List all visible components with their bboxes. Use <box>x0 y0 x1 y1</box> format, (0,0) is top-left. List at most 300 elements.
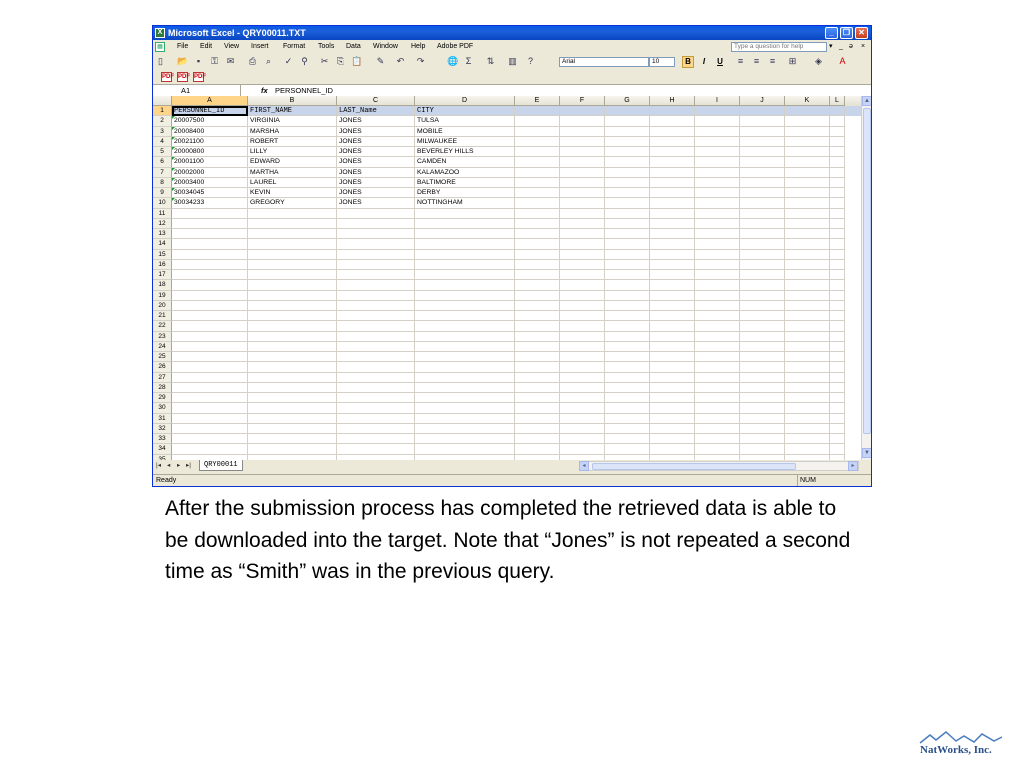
row-header[interactable]: 16 <box>153 260 172 270</box>
cell[interactable] <box>415 270 515 280</box>
cell[interactable] <box>785 414 830 424</box>
cell[interactable] <box>515 403 560 413</box>
help-search-input[interactable]: Type a question for help <box>731 42 827 52</box>
cell[interactable] <box>560 434 605 444</box>
cell[interactable] <box>830 209 845 219</box>
cell[interactable]: FIRST_NAME <box>248 106 337 116</box>
cell[interactable] <box>695 219 740 229</box>
vertical-scrollbar[interactable] <box>861 96 871 460</box>
cell[interactable] <box>740 168 785 178</box>
cell[interactable] <box>605 301 650 311</box>
cell[interactable] <box>830 332 845 342</box>
cell[interactable] <box>695 198 740 208</box>
cell[interactable] <box>605 270 650 280</box>
cell[interactable] <box>695 178 740 188</box>
cell[interactable] <box>172 362 248 372</box>
cell[interactable] <box>248 219 337 229</box>
cell[interactable] <box>560 393 605 403</box>
cell[interactable] <box>560 250 605 260</box>
cell[interactable] <box>695 147 740 157</box>
cell[interactable] <box>785 106 830 116</box>
cell[interactable] <box>785 342 830 352</box>
menu-file[interactable]: File <box>177 43 189 50</box>
menu-edit[interactable]: Edit <box>200 43 213 50</box>
cell[interactable] <box>172 444 248 454</box>
cell[interactable] <box>830 383 845 393</box>
cell[interactable] <box>605 147 650 157</box>
cell[interactable] <box>415 393 515 403</box>
cell[interactable] <box>560 198 605 208</box>
menu-data[interactable]: Data <box>346 43 361 50</box>
cell[interactable]: MARTHA <box>248 168 337 178</box>
cell[interactable] <box>172 393 248 403</box>
cell[interactable] <box>650 168 695 178</box>
cell[interactable] <box>560 229 605 239</box>
cell[interactable] <box>560 311 605 321</box>
cell[interactable] <box>695 332 740 342</box>
cell[interactable] <box>695 188 740 198</box>
cell[interactable] <box>172 250 248 260</box>
row-header[interactable]: 4 <box>153 137 172 147</box>
cell[interactable]: 20021100 <box>172 137 248 147</box>
cell[interactable] <box>650 127 695 137</box>
cell[interactable] <box>248 373 337 383</box>
cell[interactable]: EDWARD <box>248 157 337 167</box>
cell[interactable] <box>650 209 695 219</box>
cell[interactable] <box>560 342 605 352</box>
close-button[interactable]: ✕ <box>855 27 868 39</box>
cell[interactable] <box>172 321 248 331</box>
cell[interactable] <box>605 178 650 188</box>
cell[interactable] <box>650 250 695 260</box>
cell[interactable] <box>337 424 415 434</box>
cell[interactable] <box>415 444 515 454</box>
scroll-down-icon[interactable]: ▼ <box>862 448 872 458</box>
cell[interactable] <box>605 434 650 444</box>
maximize-button[interactable]: ❐ <box>840 27 853 39</box>
cell[interactable] <box>415 342 515 352</box>
cell[interactable] <box>785 239 830 249</box>
prev-sheet-icon[interactable]: ◂ <box>167 462 171 469</box>
cell[interactable] <box>740 321 785 331</box>
cut-icon[interactable]: ✂ <box>320 56 329 66</box>
column-header-d[interactable]: D <box>415 96 515 106</box>
cell[interactable] <box>650 239 695 249</box>
save-icon[interactable]: ▪ <box>196 56 201 66</box>
cell[interactable] <box>605 311 650 321</box>
menu-adobe-pdf[interactable]: Adobe PDF <box>437 43 474 50</box>
cell[interactable]: 20008400 <box>172 127 248 137</box>
cell[interactable] <box>605 342 650 352</box>
row-header[interactable]: 8 <box>153 178 172 188</box>
cell[interactable] <box>515 332 560 342</box>
cell[interactable] <box>515 209 560 219</box>
cell[interactable] <box>830 444 845 454</box>
cell[interactable] <box>830 342 845 352</box>
cell[interactable] <box>515 291 560 301</box>
row-header[interactable]: 10 <box>153 198 172 208</box>
menu-help[interactable]: Help <box>411 43 426 50</box>
cell[interactable] <box>785 291 830 301</box>
menu-format[interactable]: Format <box>283 43 306 50</box>
cell[interactable] <box>650 198 695 208</box>
cell[interactable] <box>515 127 560 137</box>
cell[interactable] <box>515 393 560 403</box>
cell[interactable] <box>560 106 605 116</box>
menu-tools[interactable]: Tools <box>318 43 335 50</box>
cell[interactable] <box>605 383 650 393</box>
cell[interactable] <box>605 424 650 434</box>
cell[interactable] <box>650 373 695 383</box>
cell[interactable] <box>740 342 785 352</box>
cell[interactable] <box>740 198 785 208</box>
cell[interactable] <box>740 270 785 280</box>
cell[interactable] <box>650 270 695 280</box>
cell[interactable] <box>740 188 785 198</box>
cell[interactable] <box>337 383 415 393</box>
cell[interactable] <box>248 321 337 331</box>
cell[interactable]: MARSHA <box>248 127 337 137</box>
cell[interactable] <box>515 321 560 331</box>
cell[interactable] <box>515 250 560 260</box>
cell[interactable] <box>830 219 845 229</box>
cell[interactable] <box>337 362 415 372</box>
cell[interactable] <box>695 137 740 147</box>
cell[interactable]: JONES <box>337 198 415 208</box>
cell[interactable] <box>830 424 845 434</box>
cell[interactable] <box>248 270 337 280</box>
cell[interactable]: PERSONNEL_ID <box>172 106 248 116</box>
cell[interactable]: GREGORY <box>248 198 337 208</box>
format-painter-icon[interactable]: ✎ <box>376 56 385 66</box>
cell[interactable] <box>560 280 605 290</box>
cell[interactable] <box>605 403 650 413</box>
cell[interactable] <box>515 198 560 208</box>
cell[interactable] <box>740 280 785 290</box>
column-header-i[interactable]: I <box>695 96 740 106</box>
cell[interactable] <box>415 373 515 383</box>
cell[interactable] <box>172 403 248 413</box>
redo-icon[interactable]: ↷ <box>416 56 425 66</box>
cell[interactable] <box>740 352 785 362</box>
cell[interactable] <box>248 280 337 290</box>
cell[interactable] <box>785 229 830 239</box>
row-header[interactable]: 7 <box>153 168 172 178</box>
cell[interactable] <box>740 229 785 239</box>
cell[interactable]: LAST_Name <box>337 106 415 116</box>
cell[interactable] <box>415 280 515 290</box>
cell[interactable]: TULSA <box>415 116 515 126</box>
row-header[interactable]: 21 <box>153 311 172 321</box>
cell[interactable] <box>830 373 845 383</box>
cell[interactable] <box>650 291 695 301</box>
cell[interactable] <box>248 311 337 321</box>
cell[interactable] <box>650 157 695 167</box>
column-header-l[interactable]: L <box>830 96 845 106</box>
cell[interactable] <box>515 434 560 444</box>
cell[interactable]: 20001100 <box>172 157 248 167</box>
cell[interactable] <box>830 250 845 260</box>
cell[interactable] <box>650 260 695 270</box>
cell[interactable] <box>415 219 515 229</box>
cell[interactable] <box>650 219 695 229</box>
cell[interactable] <box>695 239 740 249</box>
cell[interactable] <box>337 270 415 280</box>
cell[interactable] <box>830 301 845 311</box>
row-header[interactable]: 30 <box>153 403 172 413</box>
cell[interactable] <box>740 403 785 413</box>
convert-to-pdf-icon[interactable]: PDF <box>162 74 174 80</box>
cell[interactable] <box>695 434 740 444</box>
cell[interactable]: 20002000 <box>172 168 248 178</box>
cell[interactable] <box>695 373 740 383</box>
cell[interactable] <box>785 157 830 167</box>
cell[interactable] <box>740 332 785 342</box>
row-header[interactable]: 5 <box>153 147 172 157</box>
cell[interactable] <box>785 127 830 137</box>
cell[interactable] <box>650 116 695 126</box>
copy-icon[interactable]: ⎘ <box>336 56 345 66</box>
cell[interactable] <box>785 147 830 157</box>
scroll-left-icon[interactable]: ◂ <box>579 461 589 471</box>
cell[interactable] <box>695 250 740 260</box>
cell[interactable] <box>830 147 845 157</box>
cell[interactable] <box>515 424 560 434</box>
row-header[interactable]: 19 <box>153 291 172 301</box>
formula-input[interactable]: PERSONNEL_ID <box>275 86 333 95</box>
cell[interactable] <box>785 250 830 260</box>
cell[interactable] <box>248 301 337 311</box>
cell[interactable] <box>337 291 415 301</box>
row-header[interactable]: 13 <box>153 229 172 239</box>
permission-icon[interactable]: ⚿ <box>211 56 218 66</box>
cell[interactable] <box>605 280 650 290</box>
cell[interactable] <box>650 393 695 403</box>
name-box[interactable]: A1 <box>153 85 241 96</box>
cell[interactable]: JONES <box>337 116 415 126</box>
cell[interactable] <box>605 168 650 178</box>
cell[interactable] <box>830 434 845 444</box>
cell[interactable] <box>830 188 845 198</box>
cell[interactable] <box>515 219 560 229</box>
cell[interactable] <box>560 270 605 280</box>
cell[interactable] <box>248 434 337 444</box>
cell[interactable]: CITY <box>415 106 515 116</box>
cell[interactable] <box>695 127 740 137</box>
cell[interactable] <box>785 209 830 219</box>
cell[interactable] <box>695 106 740 116</box>
hyperlink-icon[interactable]: 🌐 <box>447 56 459 66</box>
sort-ascending-icon[interactable]: ⇅ <box>486 56 495 66</box>
cell[interactable] <box>740 260 785 270</box>
cell[interactable] <box>415 250 515 260</box>
cell[interactable] <box>172 342 248 352</box>
align-right-icon[interactable]: ≡ <box>769 56 776 66</box>
cell[interactable] <box>337 434 415 444</box>
horizontal-scroll-thumb[interactable] <box>592 463 796 470</box>
print-preview-icon[interactable]: ⌕ <box>265 56 272 66</box>
cell[interactable] <box>785 393 830 403</box>
align-left-icon[interactable]: ≡ <box>737 56 744 66</box>
cell[interactable] <box>337 250 415 260</box>
row-header[interactable]: 32 <box>153 424 172 434</box>
cell[interactable] <box>560 362 605 372</box>
cell[interactable] <box>248 362 337 372</box>
row-header[interactable]: 35 <box>153 455 172 461</box>
cell[interactable]: LILLY <box>248 147 337 157</box>
font-size-select[interactable]: 10 <box>649 57 675 67</box>
cell[interactable] <box>248 424 337 434</box>
cell[interactable] <box>248 260 337 270</box>
cell[interactable] <box>695 393 740 403</box>
sheet-tab-qry00011[interactable]: QRY00011 <box>199 460 243 471</box>
align-center-icon[interactable]: ≡ <box>753 56 760 66</box>
cell[interactable] <box>740 424 785 434</box>
cell[interactable] <box>560 352 605 362</box>
print-icon[interactable]: ⎙ <box>248 56 257 66</box>
cell[interactable] <box>785 332 830 342</box>
cell[interactable] <box>248 403 337 413</box>
cell[interactable] <box>740 147 785 157</box>
cell[interactable] <box>248 342 337 352</box>
cell[interactable] <box>740 178 785 188</box>
help-dropdown-icon[interactable]: ▾ <box>829 43 833 50</box>
cell[interactable] <box>337 321 415 331</box>
cell[interactable] <box>740 414 785 424</box>
cell[interactable] <box>650 414 695 424</box>
cell[interactable] <box>650 383 695 393</box>
cell[interactable] <box>560 239 605 249</box>
cell[interactable] <box>172 332 248 342</box>
cell[interactable] <box>830 260 845 270</box>
cell[interactable] <box>248 352 337 362</box>
cell[interactable] <box>248 393 337 403</box>
cell[interactable] <box>785 280 830 290</box>
first-sheet-icon[interactable]: |◂ <box>156 462 161 469</box>
doc-restore-button[interactable]: ə <box>849 43 853 50</box>
font-color-icon[interactable]: A <box>839 56 846 66</box>
cell[interactable] <box>248 383 337 393</box>
cell[interactable] <box>740 106 785 116</box>
cell[interactable]: BALTIMORE <box>415 178 515 188</box>
cell[interactable] <box>337 403 415 413</box>
cell[interactable] <box>740 116 785 126</box>
cell[interactable] <box>785 137 830 147</box>
column-header-k[interactable]: K <box>785 96 830 106</box>
column-header-g[interactable]: G <box>605 96 650 106</box>
font-name-select[interactable]: Arial <box>559 57 649 67</box>
research-icon[interactable]: ⚲ <box>301 56 308 66</box>
cell[interactable] <box>695 311 740 321</box>
cell[interactable] <box>830 311 845 321</box>
cell[interactable]: VIRGINIA <box>248 116 337 126</box>
italic-button[interactable]: I <box>702 57 706 66</box>
row-header[interactable]: 26 <box>153 362 172 372</box>
cell[interactable] <box>172 280 248 290</box>
cell[interactable] <box>650 403 695 413</box>
cell[interactable] <box>337 342 415 352</box>
autosum-icon[interactable]: Σ <box>465 56 472 66</box>
cell[interactable] <box>172 291 248 301</box>
title-bar[interactable] <box>153 26 871 40</box>
cell[interactable] <box>248 332 337 342</box>
cell[interactable] <box>785 321 830 331</box>
cell[interactable] <box>248 444 337 454</box>
cell[interactable] <box>650 106 695 116</box>
cell[interactable] <box>605 414 650 424</box>
cell[interactable] <box>695 342 740 352</box>
cell[interactable] <box>830 362 845 372</box>
column-header-f[interactable]: F <box>560 96 605 106</box>
cell[interactable] <box>740 444 785 454</box>
cell[interactable] <box>740 127 785 137</box>
cell[interactable] <box>248 291 337 301</box>
cell[interactable] <box>830 157 845 167</box>
chart-wizard-icon[interactable]: ▥ <box>508 56 517 66</box>
cell[interactable] <box>650 301 695 311</box>
cell[interactable] <box>560 332 605 342</box>
cell[interactable] <box>695 362 740 372</box>
cell[interactable] <box>695 424 740 434</box>
cell[interactable] <box>172 219 248 229</box>
cell[interactable] <box>415 291 515 301</box>
cell[interactable] <box>695 414 740 424</box>
cell[interactable] <box>740 373 785 383</box>
cell[interactable] <box>337 393 415 403</box>
cell[interactable] <box>415 403 515 413</box>
cell[interactable] <box>695 270 740 280</box>
cell[interactable] <box>515 270 560 280</box>
cell[interactable] <box>560 301 605 311</box>
cell[interactable] <box>415 209 515 219</box>
cell[interactable] <box>515 178 560 188</box>
cell[interactable] <box>560 188 605 198</box>
cell[interactable] <box>605 127 650 137</box>
cell[interactable] <box>515 362 560 372</box>
cell[interactable] <box>830 270 845 280</box>
cell[interactable] <box>695 116 740 126</box>
cell[interactable] <box>172 270 248 280</box>
cell[interactable] <box>560 168 605 178</box>
cell[interactable] <box>248 239 337 249</box>
row-header[interactable]: 18 <box>153 280 172 290</box>
cell[interactable] <box>695 280 740 290</box>
cell[interactable]: LAUREL <box>248 178 337 188</box>
cell[interactable] <box>560 127 605 137</box>
cell[interactable] <box>337 311 415 321</box>
row-header[interactable]: 23 <box>153 332 172 342</box>
cell[interactable] <box>740 301 785 311</box>
cell[interactable] <box>785 260 830 270</box>
horizontal-scrollbar[interactable] <box>579 461 859 471</box>
cell[interactable] <box>605 188 650 198</box>
cell[interactable] <box>415 434 515 444</box>
cell[interactable] <box>560 137 605 147</box>
cell[interactable] <box>515 106 560 116</box>
cell[interactable] <box>515 229 560 239</box>
cell[interactable]: 20007500 <box>172 116 248 126</box>
cell[interactable] <box>785 383 830 393</box>
row-header[interactable]: 33 <box>153 434 172 444</box>
cell[interactable] <box>415 229 515 239</box>
cell[interactable] <box>650 424 695 434</box>
cell[interactable] <box>337 444 415 454</box>
cell[interactable] <box>605 321 650 331</box>
cell[interactable] <box>830 168 845 178</box>
cell[interactable] <box>560 321 605 331</box>
cell[interactable] <box>172 373 248 383</box>
cell[interactable] <box>740 393 785 403</box>
